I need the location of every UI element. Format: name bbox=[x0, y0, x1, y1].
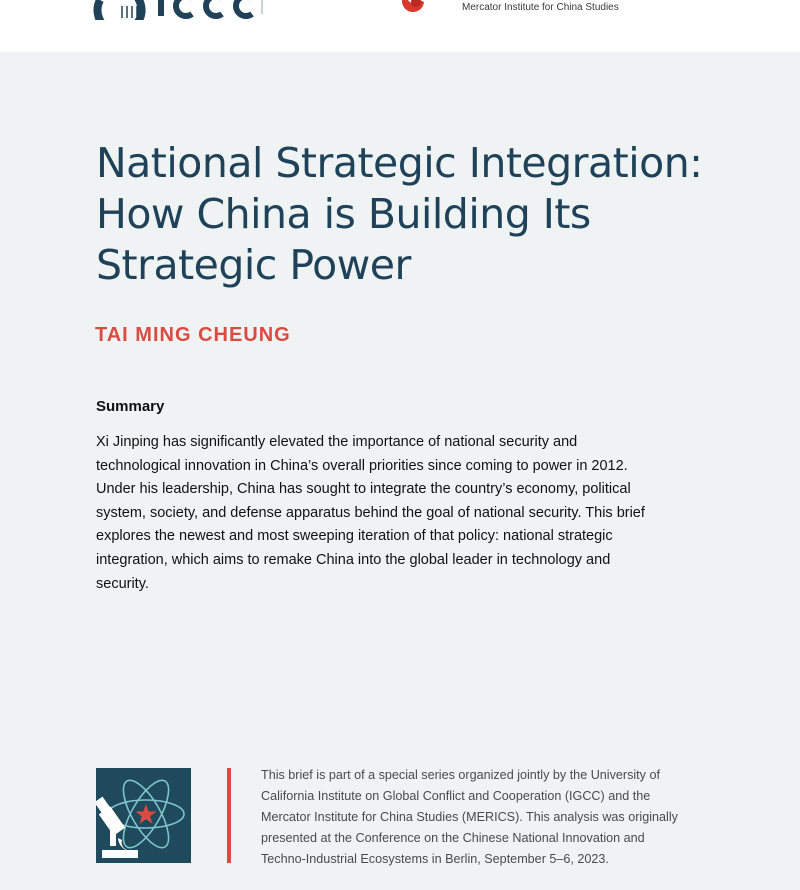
merics-tagline: Mercator Institute for China Studies bbox=[462, 2, 619, 13]
summary-text: Xi Jinping has significantly elevated the importance of national security and technological innovation in China’s overall priorities since coming to power in 2012. Under his leadership, China has sought to integrate the country’s economy, political system, society, and defense apparatus behind the goal of national security. This brief explores the newest and most sweeping iteration of that policy: national strategic integration, which aims to remake China into the global leader in technology and security. bbox=[96, 434, 645, 592]
title-line: Strategic Power bbox=[96, 241, 411, 289]
atom-microscope-star-icon bbox=[96, 768, 191, 863]
author-name: TAI MING CHEUNG bbox=[95, 324, 291, 346]
series-note: This brief is part of a special series organized jointly by the University of California Institute on Global Conflict and Cooperation (IGCC) and the Mercator Institute for China Studies (MERICS). This analysis was originally presented at the Conference on the Chinese National Innovation and Techno-Industrial Ecosystems in Berlin, September 5–6, 2023. bbox=[261, 768, 678, 866]
title-line: How China is Building Its bbox=[96, 190, 591, 238]
page-header bbox=[0, 0, 800, 52]
igcc-logo bbox=[92, 0, 267, 20]
red-divider bbox=[227, 768, 231, 863]
page-title bbox=[96, 138, 716, 291]
summary-heading: Summary bbox=[96, 398, 165, 415]
title-line: National Strategic Integration: bbox=[96, 139, 703, 187]
merics-mark-icon bbox=[398, 0, 438, 16]
merics-logo bbox=[398, 0, 638, 16]
